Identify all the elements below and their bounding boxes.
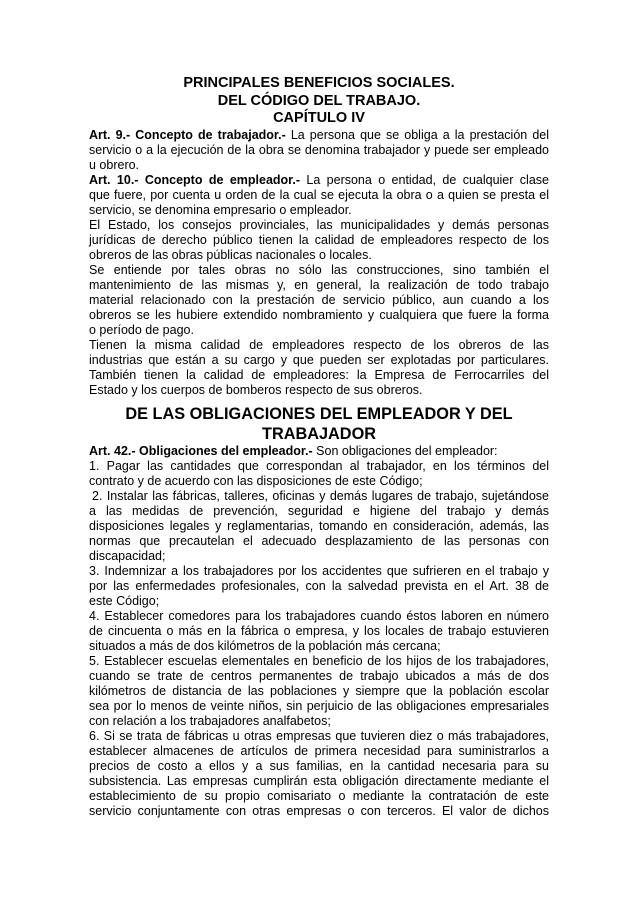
text-line: discapacidad; xyxy=(89,548,166,563)
obligation-item-4 xyxy=(89,609,549,654)
obligation-item-3 xyxy=(89,564,549,609)
title-line: DEL CÓDIGO DEL TRABAJO. xyxy=(217,92,421,109)
text-line: disposiciones legales y reglamentarias, tomando en consideración, además, las xyxy=(89,518,549,533)
text-line: Tienen la misma calidad de empleadores respecto de los obreros de las xyxy=(89,337,549,352)
text-line: establecer almacenes de artículos de primera necesidad para suministrarlos a xyxy=(89,743,549,758)
heading-line: TRABAJADOR xyxy=(262,424,376,443)
line-text: La persona o entidad, de cualquier clase xyxy=(306,172,549,187)
chapter-section xyxy=(89,128,549,398)
article-42 xyxy=(89,444,549,459)
article-heading: Art. 9.- Concepto de trabajador.- xyxy=(89,127,286,142)
article-10 xyxy=(89,173,549,218)
document-title xyxy=(89,75,549,128)
obligation-item-6 xyxy=(89,729,549,819)
paragraph xyxy=(89,263,549,338)
obligation-item-2 xyxy=(89,489,549,564)
obligation-item-1 xyxy=(89,459,549,489)
text-line: 6. Si se trata de fábricas u otras empresas que tuvieren diez o más trabajadores, xyxy=(89,728,549,743)
text-line: También tienen la calidad de empleadores: la Empresa de Ferrocarriles del xyxy=(89,367,549,382)
obligations-section xyxy=(89,444,549,819)
text-line: 3. Indemnizar a los trabajadores por los accidentes que sufrieren en el trabajo y xyxy=(89,563,549,578)
line-text: Son obligaciones del empleador: xyxy=(316,443,498,458)
text-line: El Estado, los consejos provinciales, las municipalidades y demás personas xyxy=(89,217,549,232)
text-line: obreros se les hubiere extendido nombramiento y cualquiera que fuere la forma xyxy=(89,307,549,322)
article-heading: Art. 42.- Obligaciones del empleador.- xyxy=(89,443,313,458)
heading-line: DE LAS OBLIGACIONES DEL EMPLEADOR Y DEL xyxy=(125,404,513,423)
article-heading: Art. 10.- Concepto de empleador.- xyxy=(89,172,300,187)
text-line: situados a más de dos kilómetros de la población más cercana; xyxy=(89,638,441,653)
text-line: 2. Instalar las fábricas, talleres, oficinas y demás lugares de trabajo, sujetándose xyxy=(92,488,549,503)
text-line: con relación a los trabajadores analfabetos; xyxy=(89,713,331,728)
chapter-title: CAPÍTULO IV xyxy=(273,110,365,126)
text-line: u obrero. xyxy=(89,157,140,172)
text-line: 5. Establecer escuelas elementales en beneficio de los hijos de los trabajadores, xyxy=(89,653,549,668)
text-line: de cincuenta o más en la fábrica o empresa, y los locales de trabajo estuvieren xyxy=(89,623,549,638)
text-line: servicio o a la ejecución de la obra se denomina trabajador y puede ser empleado xyxy=(89,142,549,157)
text-line: Se entiende por tales obras no sólo las construcciones, sino también el xyxy=(89,262,549,277)
text-line: 4. Establecer comedores para los trabajadores cuando éstos laboren en número xyxy=(89,608,549,623)
text-line: Estado y los cuerpos de bomberos respecto de sus obreros. xyxy=(89,382,423,397)
text-line: precios de costo a ellos y a sus familias, en la cantidad necesaria para su xyxy=(89,758,549,773)
text-line: por las enfermedades profesionales, con la salvedad prevista en el Art. 38 de xyxy=(89,578,549,593)
document-page xyxy=(89,75,549,819)
text-line: contrato y de acuerdo con las disposiciones de este Código; xyxy=(89,473,423,488)
text-line: obreros de las obras públicas nacionales o locales. xyxy=(89,247,372,262)
text-line: subsistencia. Las empresas cumplirán esta obligación directamente mediante el xyxy=(89,773,549,788)
text-line xyxy=(89,173,549,188)
text-line: establecimiento de su propio comisariato o mediante la contratación de este xyxy=(89,788,549,803)
section-heading xyxy=(89,404,549,444)
text-line: que fuere, por cuenta u orden de la cual se ejecuta la obra o a quien se presta el xyxy=(89,187,549,202)
text-line: industrias que están a su cargo y que pueden ser explotadas por particulares. xyxy=(89,352,549,367)
text-line: kilómetros de distancia de las poblaciones y siempre que la población escolar xyxy=(89,683,549,698)
line-text: La persona que se obliga a la prestación del xyxy=(290,127,549,142)
paragraph xyxy=(89,338,549,398)
text-line: este Código; xyxy=(89,593,160,608)
text-line: normas que precautelan el adecuado desplazamiento de las personas con xyxy=(89,533,549,548)
text-line: mantenimiento de las mismas y, en general, la realización de todo trabajo xyxy=(89,277,549,292)
text-line: material relacionado con la prestación de servicio público, aun cuando a los xyxy=(89,292,549,307)
text-line: a las medidas de prevención, seguridad e higiene del trabajo y demás xyxy=(89,503,549,518)
article-9 xyxy=(89,128,549,173)
text-line: sea por lo menos de veinte niños, sin perjuicio de las obligaciones empresariales xyxy=(89,698,549,713)
text-line: o período de pago. xyxy=(89,322,194,337)
text-line: servicio conjuntamente con otras empresas o con terceros. El valor de dichos xyxy=(89,803,549,818)
text-line: servicio, se denomina empresario o empleador. xyxy=(89,202,352,217)
text-line: 1. Pagar las cantidades que correspondan al trabajador, en los términos del xyxy=(89,458,549,473)
title-line: PRINCIPALES BENEFICIOS SOCIALES. xyxy=(183,75,455,91)
text-line: jurídicas de derecho público tienen la calidad de empleadores respecto de los xyxy=(89,232,549,247)
text-line xyxy=(89,128,549,143)
paragraph xyxy=(89,218,549,263)
obligation-item-5 xyxy=(89,654,549,729)
text-line xyxy=(89,444,549,459)
text-line: cuando se trate de centros permanentes de trabajo ubicados a más de dos xyxy=(89,668,549,683)
